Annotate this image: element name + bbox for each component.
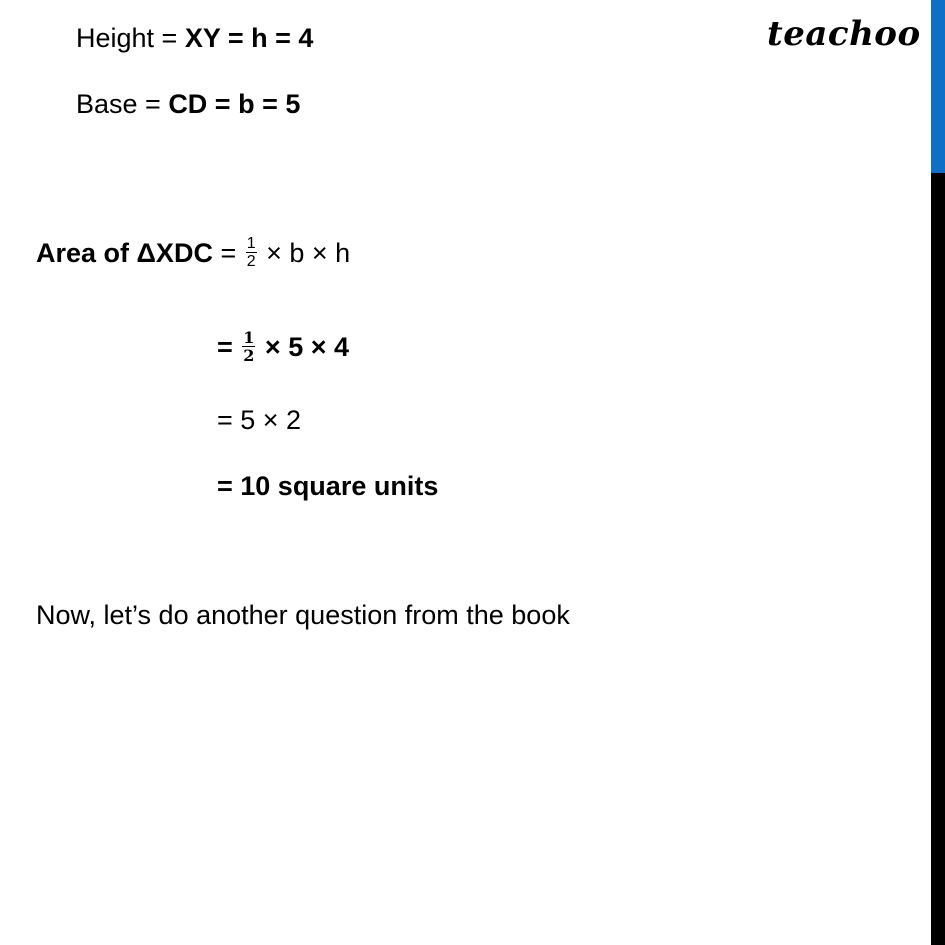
height-value: XY = h = 4: [184, 23, 314, 53]
fraction-one-half: [246, 235, 257, 270]
footer-note: Now, let’s do another question from the book: [36, 600, 570, 630]
area-heading: Area of ΔXDC: [36, 238, 213, 268]
area-result: = 10 square units: [217, 471, 439, 501]
base-label: Base =: [76, 89, 169, 119]
side-bar-accent: [931, 0, 945, 173]
area-step-substitution: [217, 330, 349, 366]
teachoo-logo: teachoo: [767, 14, 921, 54]
height-line: [76, 21, 313, 55]
formula-rest: × b × h: [258, 238, 351, 268]
fraction-denominator: 2: [246, 253, 256, 271]
step-rest: × 5 × 4: [257, 332, 349, 362]
fraction-numerator: 1: [246, 235, 256, 253]
fraction-numerator: 1: [243, 328, 255, 348]
equals-sign: =: [212, 238, 244, 268]
base-line: [76, 87, 300, 121]
fraction-denominator: 2: [243, 346, 255, 366]
equals-sign: =: [217, 332, 241, 362]
area-step-simplify: = 5 × 2: [217, 405, 302, 435]
fraction-one-half-bold: [242, 329, 255, 364]
base-value: CD = b = 5: [168, 89, 301, 119]
height-label: Height =: [76, 23, 185, 53]
side-bar: [931, 0, 945, 945]
area-formula-line: [36, 236, 350, 272]
